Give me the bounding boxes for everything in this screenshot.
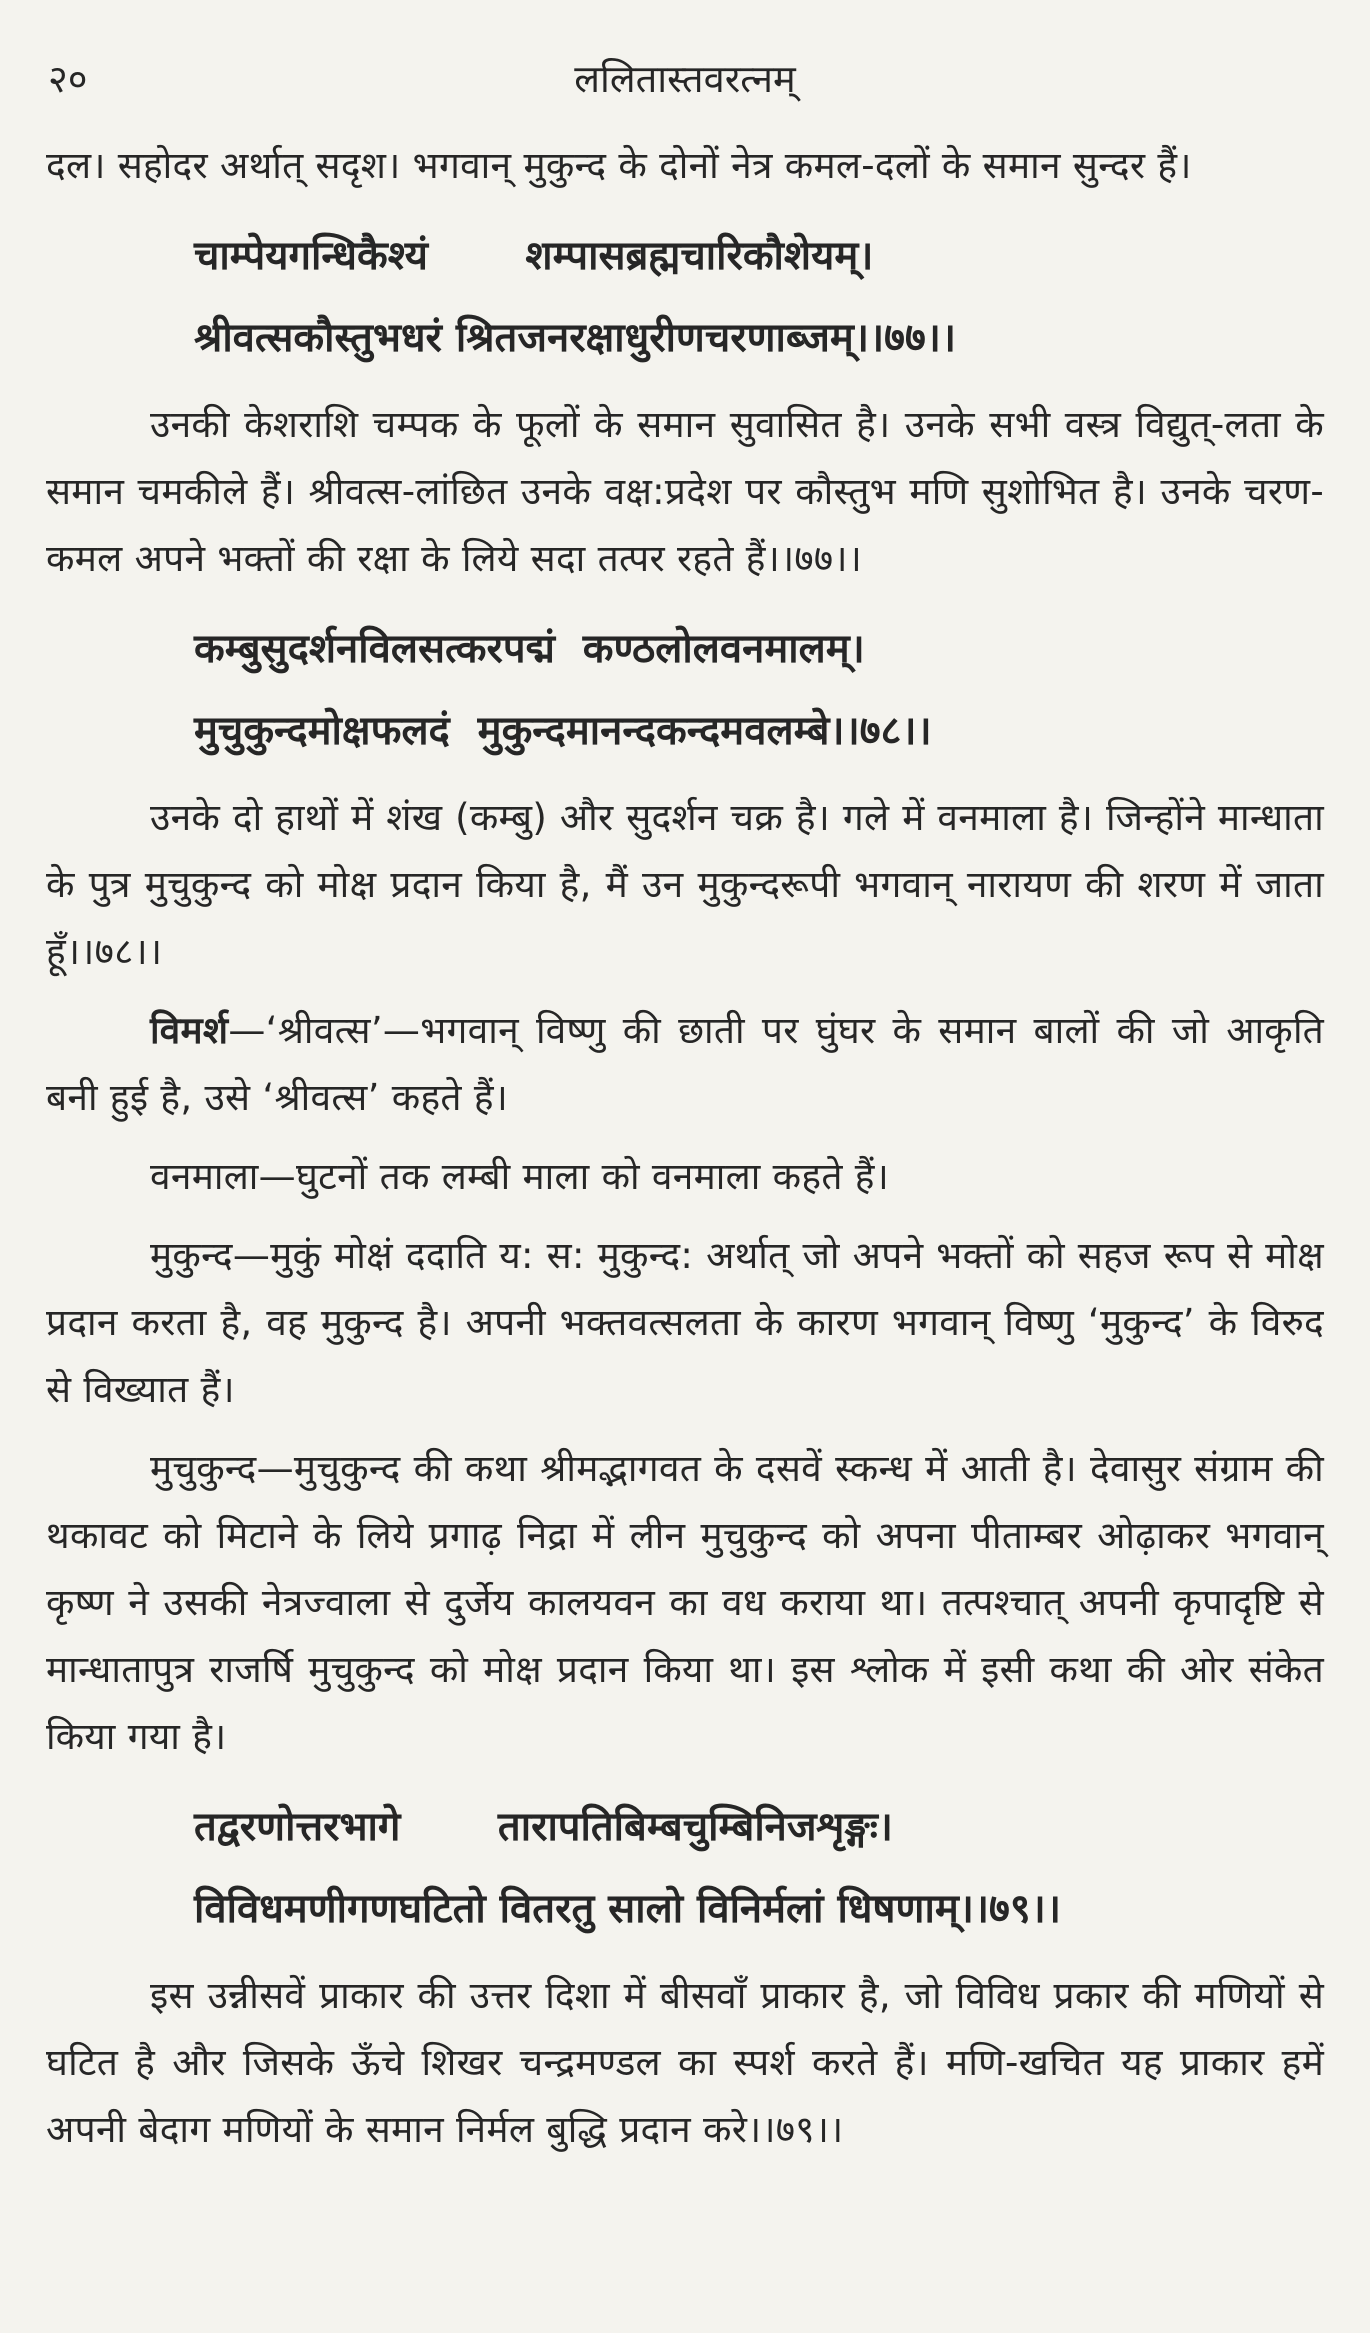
muchukunda-paragraph: मुचुकुन्द—मुचुकुन्द की कथा श्रीमद्भागवत के दसवें स्कन्ध में आती है। देवासुर संग्राम की थकावट को मिटाने के लिये प्रगाढ़ निद्रा में लीन मुचुकुन्द को अपना पीताम्बर ओढ़ाकर भगवान् कृष्ण ने उसकी नेत्रज्वाला से दुर्जेय कालयवन का वध कराया था। तत्पश्चात् अपनी कृपादृष्टि से मान्धातापुत्र राजर्षि मुचुकुन्द को मोक्ष प्रदान किया था। इस श्लोक में इसी कथा की ओर संकेत किया गया है। bbox=[46, 1447, 1324, 1758]
commentary-77: उनकी केशराशि चम्पक के फूलों के समान सुवासित है। उनके सभी वस्त्र विद्युत्-लता के समान चमकीले हैं। श्रीवत्स-लांछित उनके वक्ष:प्रदेश पर कौस्तुभ मणि सुशोभित है। उनके चरण-कमल अपने भक्तों की रक्षा के लिये सदा तत्पर रहते हैं।।७७।। bbox=[46, 403, 1324, 580]
running-title: ललितास्तवरत्नम् bbox=[574, 57, 796, 101]
verse-77-line-2: श्रीवत्सकौस्तुभधरं श्रितजनरक्षाधुरीणचरणाब्जम्।।७७।। bbox=[194, 315, 957, 361]
vimarsha-label: विमर्श bbox=[150, 1009, 229, 1052]
verse-78 bbox=[46, 608, 1324, 772]
verse-79 bbox=[46, 1786, 1324, 1950]
commentary-78: उनके दो हाथों में शंख (कम्बु) और सुदर्शन चक्र है। गले में वनमाला है। जिन्होंने मान्धाता के पुत्र मुचुकुन्द को मोक्ष प्रदान किया है, मैं उन मुकुन्दरूपी भगवान् नारायण की शरण में जाता हूँ।।७८।। bbox=[46, 796, 1324, 973]
verse-77-line-1: चाम्पेयगन्धिकैश्यं शम्पासब्रह्मचारिकौशेयम्। bbox=[194, 233, 874, 279]
opening-paragraph: दल। सहोदर अर्थात् सदृश। भगवान् मुकुन्द के दोनों नेत्र कमल-दलों के समान सुन्दर हैं। bbox=[46, 144, 1192, 187]
commentary-79: इस उन्नीसवें प्राकार की उत्तर दिशा में बीसवाँ प्राकार है, जो विविध प्रकार की मणियों से घटित है और जिसके ऊँचे शिखर चन्द्रमण्डल का स्पर्श करते हैं। मणि-खचित यह प्राकार हमें अपनी बेदाग मणियों के समान निर्मल बुद्धि प्रदान करे।।७९।। bbox=[46, 1974, 1324, 2151]
page-header bbox=[48, 52, 1322, 112]
page-body bbox=[46, 132, 1324, 2163]
vimarsha-paragraph bbox=[46, 997, 1324, 1131]
verse-77 bbox=[46, 215, 1324, 379]
verse-78-line-1: कम्बुसुदर्शनविलसत्करपद्मं कण्ठलोलवनमालम्। bbox=[194, 626, 865, 672]
verse-79-line-1: तद्वरणोत्तरभागे तारापतिबिम्बचुम्बिनिजशृङ्गः। bbox=[194, 1804, 893, 1850]
vanamala-paragraph: वनमाला—घुटनों तक लम्बी माला को वनमाला कहते हैं। bbox=[150, 1155, 890, 1198]
verse-79-line-2: विविधमणीगणघटितो वितरतु सालो विनिर्मलां धिषणाम्।।७९।। bbox=[194, 1886, 1061, 1932]
page-number: २० bbox=[48, 57, 88, 101]
verse-78-line-2: मुचुकुन्दमोक्षफलदं मुकुन्दमानन्दकन्दमवलम्बे।।७८।। bbox=[194, 708, 932, 754]
vimarsha-text: —‘श्रीवत्स’—भगवान् विष्णु की छाती पर घुंघर के समान बालों की जो आकृति बनी हुई है, उसे ‘श्रीवत्स’ कहते हैं। bbox=[46, 1009, 1324, 1119]
mukunda-paragraph: मुकुन्द—मुकुं मोक्षं ददाति य: स: मुकुन्द: अर्थात् जो अपने भक्तों को सहज रूप से मोक्ष प्रदान करता है, वह मुकुन्द है। अपनी भक्तवत्सलता के कारण भगवान् विष्णु ‘मुकुन्द’ के विरुद से विख्यात हैं। bbox=[46, 1234, 1324, 1411]
